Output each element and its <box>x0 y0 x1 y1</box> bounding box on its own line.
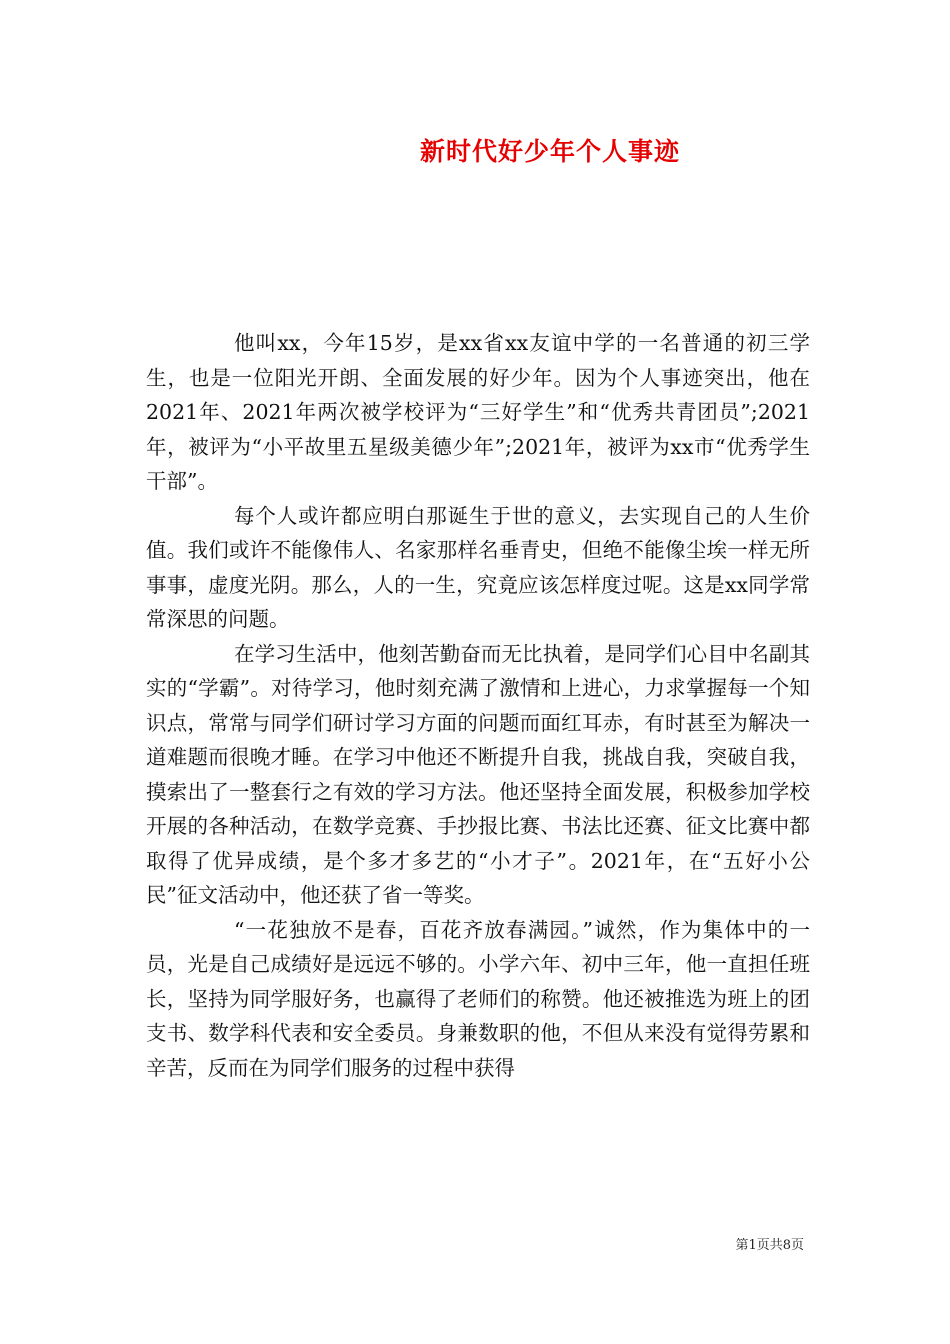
page-number: 第1页共8页 <box>735 1238 804 1253</box>
document-title: 新时代好少年个人事迹 <box>419 137 680 166</box>
paragraph-intro: 他叫xx，今年15岁，是xx省xx友谊中学的一名普通的初三学生，也是一位阳光开朗、全面发展的好少年。因为个人事迹突出，他在2021年、2021年两次被学校评为“三好学生”和“优秀共青团员”;2021年，被评为“小平故里五星级美德少年”;2021年，被评为xx市“优秀学生干部”。 <box>146 331 810 493</box>
paragraph-service: “一花独放不是春，百花齐放春满园。”诚然，作为集体中的一员，光是自己成绩好是远远不够的。小学六年、初中三年，他一直担任班长，坚持为同学服好务，也赢得了老师们的称赞。他还被推选为班上的团支书、数学科代表和安全委员。身兼数职的他，不但从来没有觉得劳累和辛苦，反而在为同学们服务的过程中获得 <box>146 917 810 1080</box>
document-body <box>146 326 810 1085</box>
paragraph-meaning: 每个人或许都应明白那诞生于世的意义，去实现自己的人生价值。我们或许不能像伟人、名家那样名垂青史，但绝不能像尘埃一样无所事事，虚度光阴。那么，人的一生，究竟应该怎样度过呢。这是xx同学常常深思的问题。 <box>146 503 810 631</box>
paragraph-study: 在学习生活中，他刻苦勤奋而无比执着，是同学们心目中名副其实的“学霸”。对待学习，他时刻充满了激情和上进心，力求掌握每一个知识点，常常与同学们研讨学习方面的问题而面红耳赤，有时甚至为解决一道难题而很晚才睡。在学习中他还不断提升自我，挑战自我，突破自我，摸索出了一整套行之有效的学习方法。他还坚持全面发展，积极参加学校开展的各种活动，在数学竞赛、手抄报比赛、书法比还赛、征文比赛中都取得了优异成绩，是个多才多艺的“小才子”。2021年，在“五好小公民”征文活动中，他还获了省一等奖。 <box>146 641 810 907</box>
